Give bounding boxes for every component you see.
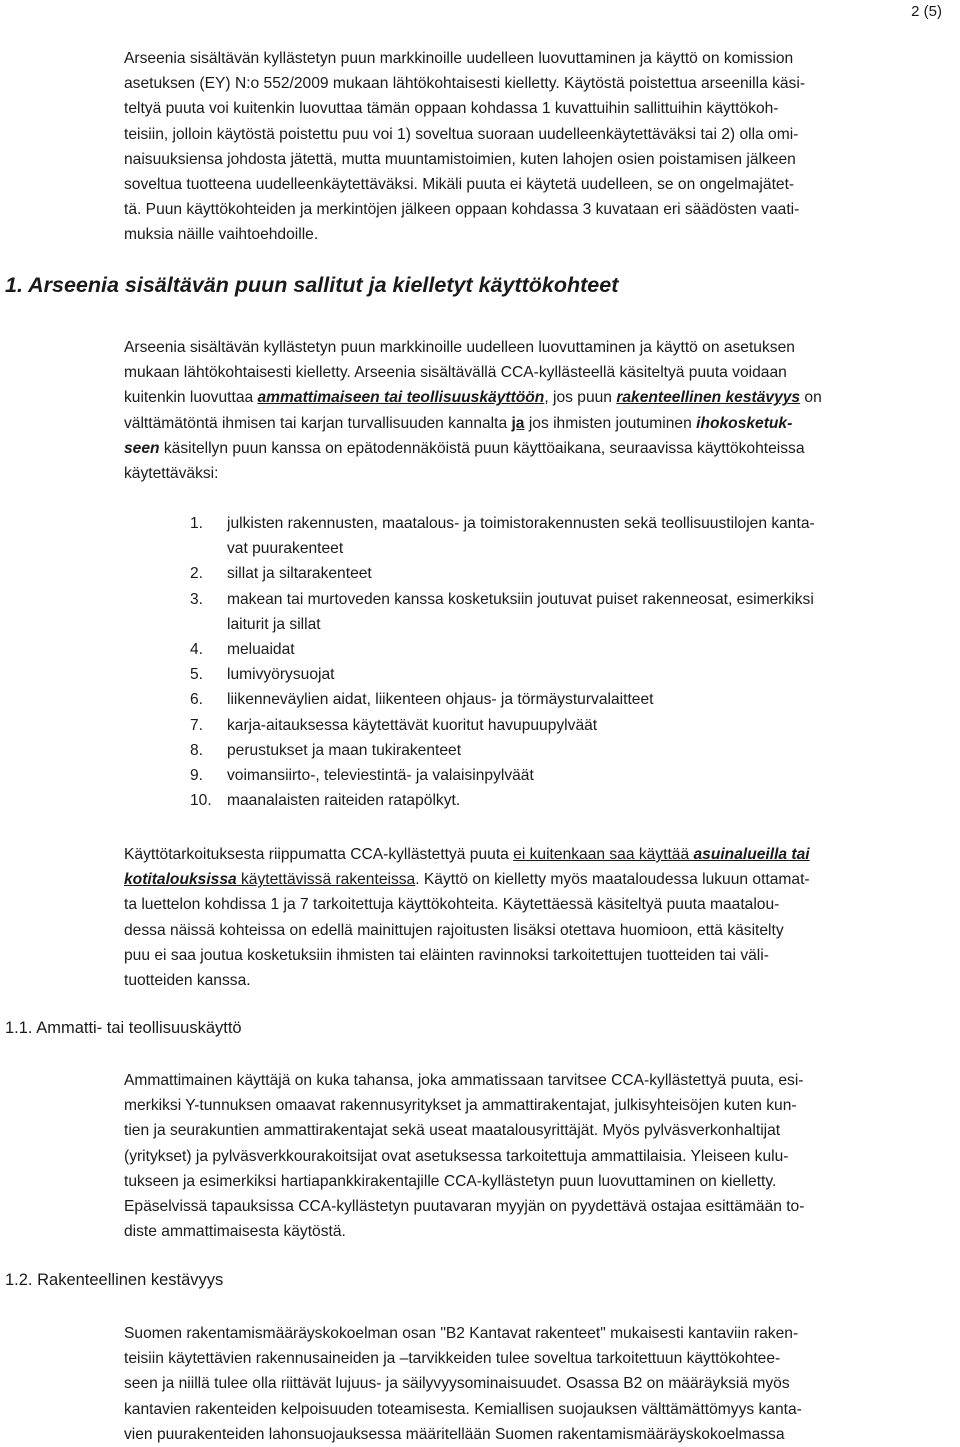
section-1-2-paragraph — [124, 1321, 956, 1447]
emphasis-households: kotitalouksissa — [124, 871, 237, 889]
intro-paragraph — [124, 46, 956, 248]
text-line: Arseenia sisältävän kyllästetyn puun markkinoille uudelleen luovuttaminen ja käyttö on asetuksen — [124, 339, 795, 356]
emphasis-residential: asuinalueilla tai — [693, 846, 810, 863]
list-number: 4. — [190, 640, 204, 658]
list-number: 10. — [190, 792, 212, 810]
text-line — [124, 411, 956, 436]
text-line: ta luettelon kohdissa 1 ja 7 tarkoitettuja käyttökohteita. Käytettäessä käsiteltyä puuta maatalou- — [124, 896, 780, 914]
text-line — [124, 867, 956, 892]
list-text: meluaidat — [227, 640, 295, 658]
text-line — [124, 385, 956, 410]
text-line: vien puurakenteiden lahonsuojauksessa määritellään Suomen rakentamismääräyskokoelmassa — [124, 1425, 785, 1443]
text-line: (yritykset) ja pylväsverkkourakoitsijat ovat asetuksessa tarkoitettuja ammattilaisia. Yleiseen kulu- — [124, 1147, 789, 1165]
list-item — [190, 788, 960, 813]
text-line: asetuksen (EY) N:o 552/2009 mukaan lähtökohtaisesti kielletty. Käytöstä poistettua arseenilla käsi- — [124, 75, 806, 93]
text-line: teisiin, jolloin käytöstä poistettu puu voi 1) soveltua suoraan uudelleenkäytettäväksi tai 2) olla omi- — [124, 125, 799, 143]
list-item — [190, 587, 960, 612]
text-run: jos ihmisten joutuminen — [524, 414, 697, 432]
text-line: naisuuksiensa johdosta jätettä, mutta muuntamistoimien, kuten lahojen osien poistamisen jälkeen — [124, 150, 796, 168]
list-number: 6. — [190, 691, 204, 709]
list-item-continuation — [190, 536, 960, 561]
list-text: karja-aitauksessa käytettävät kuoritut havupuupylväät — [227, 716, 598, 734]
emphasis-not-allowed: ei kuitenkaan saa käyttää — [513, 846, 694, 863]
text-run: , jos puun — [544, 389, 617, 407]
section-1-1-heading: 1.1. Ammatti- tai teollisuuskäyttö — [5, 1019, 242, 1037]
list-item-continuation — [190, 612, 960, 637]
text-line: tien ja seurakuntien ammattirakentajat sekä useat maatalousyrittäjät. Myös pylväsverkonhaltijat — [124, 1122, 781, 1140]
emphasis-professional-use: ammattimaiseen tai teollisuuskäyttöön — [257, 389, 545, 407]
text-line: Suomen rakentamismääräyskokoelman osan "B2 Kantavat rakenteet" mukaisesti kantaviin raken- — [124, 1325, 799, 1342]
section-1-paragraph — [124, 335, 956, 486]
list-item — [190, 662, 960, 687]
list-number: 7. — [190, 716, 204, 734]
emphasis-structures: käytettävissä rakenteissa — [236, 871, 416, 889]
section-1-2-heading: 1.2. Rakenteellinen kestävyys — [5, 1271, 224, 1289]
text-run: Käyttötarkoituksesta riippumatta CCA-kyllästettyä puuta — [124, 846, 514, 863]
emphasis-skin-contact: ihokosketuk- — [696, 414, 793, 432]
text-line: merkiksi Y-tunnuksen omaavat rakennusyritykset ja ammattirakentajat, julkisyhteisöjen kuten kun- — [124, 1097, 797, 1115]
list-text: vat puurakenteet — [227, 540, 344, 558]
text-line: Arseenia sisältävän kyllästetyn puun markkinoille uudelleen luovuttaminen ja käyttö on komission — [124, 50, 794, 67]
list-text: laiturit ja sillat — [227, 615, 321, 633]
list-item — [190, 763, 960, 788]
text-line — [124, 436, 956, 461]
section-1-heading: 1. Arseenia sisältävän puun sallitut ja kielletyt käyttökohteet — [5, 273, 619, 297]
text-line: tä. Puun käyttökohteiden ja merkintöjen jälkeen oppaan kohdassa 3 kuvataan eri säädösten vaati- — [124, 201, 800, 219]
emphasis-and: ja — [511, 414, 525, 432]
allowed-uses-list — [190, 511, 960, 813]
list-item — [190, 713, 960, 738]
list-number: 8. — [190, 741, 204, 759]
list-item — [190, 687, 960, 712]
text-run: . Käyttö on kielletty myös maataloudessa lukuun ottamat- — [415, 871, 810, 889]
text-line: käytettäväksi: — [124, 464, 219, 482]
list-number: 2. — [190, 565, 204, 583]
list-item — [190, 738, 960, 763]
section-1-1-paragraph — [124, 1068, 956, 1244]
emphasis-structural-durability: rakenteellinen kestävyys — [616, 389, 801, 407]
list-text: maanalaisten raiteiden ratapölkyt. — [227, 792, 461, 810]
page-number: 2 (5) — [911, 3, 942, 20]
list-number: 1. — [190, 515, 204, 532]
text-line: soveltua tuotteena uudelleenkäytettäväksi. Mikäli puuta ei käytetä uudelleen, se on ongelmajätet- — [124, 175, 795, 193]
list-text: liikenneväylien aidat, liikenteen ohjaus- ja törmäysturvalaitteet — [227, 691, 654, 709]
text-line: kantavien rakenteiden kelpoisuuden toteamisesta. Kemiallisen suojauksen välttämättömyys kanta- — [124, 1400, 802, 1418]
text-run: käsitellyn puun kanssa on epätodennäköistä puun käyttöaikana, seuraavissa käyttökohteissa — [159, 439, 805, 457]
list-text: julkisten rakennusten, maatalous- ja toimistorakennusten sekä teollisuustilojen kanta- — [227, 515, 815, 532]
list-text: lumivyörysuojat — [227, 666, 335, 684]
list-text: makean tai murtoveden kanssa kosketuksiin joutuvat puiset rakenneosat, esimerkiksi — [227, 590, 814, 608]
list-text: perustukset ja maan tukirakenteet — [227, 741, 462, 759]
text-line: muksia näille vaihtoehdoille. — [124, 226, 319, 244]
emphasis-skin-contact-end: seen — [124, 439, 160, 457]
restriction-paragraph — [124, 842, 956, 993]
list-number: 5. — [190, 666, 204, 684]
list-number: 9. — [190, 766, 204, 784]
text-line: dessa näissä kohteissa on edellä mainittujen rajoitusten lisäksi otettava huomioon, että käsitelty — [124, 921, 784, 939]
list-item — [190, 561, 960, 586]
text-line: seen ja niillä tulee olla riittävät lujuus- ja säilyvyysominaisuudet. Osassa B2 on määräyksiä myös — [124, 1375, 790, 1393]
text-line: tukseen ja esimerkiksi hartiapankkirakentajille CCA-kyllästetyn puun luovuttaminen on kielletty. — [124, 1172, 777, 1190]
text-line — [124, 842, 956, 867]
text-line: teltyä puuta voi kuitenkin luovuttaa tämän oppaan kohdassa 1 kuvattuihin sallittuihin käyttökoh- — [124, 100, 779, 118]
text-line: Epäselvissä tapauksissa CCA-kyllästetyn puutavaran myyjän on pyydettävä ostajaa esittämään to- — [124, 1197, 805, 1215]
text-line: mukaan lähtökohtaisesti kielletty. Arseenia sisältävällä CCA-kyllästeellä käsiteltyä puuta voidaan — [124, 364, 787, 382]
text-line: diste ammattimaisesta käytöstä. — [124, 1223, 346, 1241]
list-text: voimansiirto-, televiestintä- ja valaisinpylväät — [227, 766, 534, 784]
text-run: välttämätöntä ihmisen tai karjan turvallisuuden kannalta — [124, 414, 512, 432]
list-number: 3. — [190, 590, 204, 608]
text-line: puu ei saa joutua kosketuksiin ihmisten tai eläinten ravinnoksi tarkoitettujen tuotteiden tai väli- — [124, 946, 769, 964]
text-run: on — [800, 389, 822, 407]
text-run: kuitenkin luovuttaa — [124, 389, 258, 407]
text-line: tuotteiden kanssa. — [124, 971, 251, 989]
text-line: Ammattimainen käyttäjä on kuka tahansa, joka ammatissaan tarvitsee CCA-kyllästettyä puuta, esi- — [124, 1072, 804, 1089]
list-item — [190, 637, 960, 662]
text-line: teisiin käytettävien rakennusaineiden ja –tarvikkeiden tulee soveltua tarkoitettuun käyttökohtee- — [124, 1350, 781, 1368]
list-text: sillat ja siltarakenteet — [227, 565, 372, 583]
list-item — [190, 511, 960, 536]
